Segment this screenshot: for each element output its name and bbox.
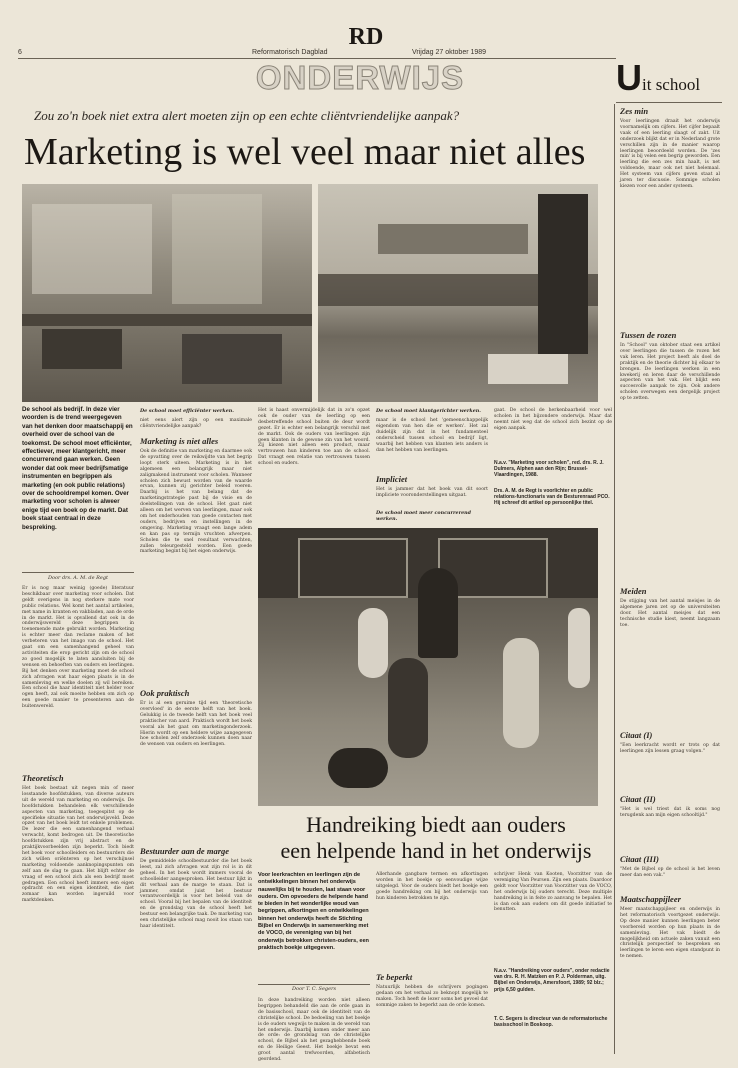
subhead-praktisch: Ook praktisch — [140, 688, 190, 698]
second-author-info: T. C. Segers is directeur van de reformatorische basisschool in Boskoop. — [494, 1016, 608, 1029]
sidebar-title-citaat-2: Citaat (II) — [620, 794, 656, 804]
classroom-photo — [22, 184, 312, 402]
subhead-bestuurder: Bestuurder aan de marge — [140, 846, 230, 856]
book-info: N.a.v. "Marketing voor scholen", red. drs. R. J. Dulmers, Alphen aan den Rijn; Brussel-Vlaardingen, 1988. — [494, 460, 604, 479]
sidebar-body-zes-min: Voor leerlingen draait het onderwijs voornamelijk om cijfers. Het cijfer bepaalt vaak of een leerling slaagt of zakt. Uit onderzoek blijkt dat er in Nederland grote verschillen zijn in de manier waarop leerlingen beoordeeld worden. De 'zes min' is bij velen een begrip geworden. Een leerling die een zes min haalt, is net voldoende, maar ook net niet helemaal. Het systeem van cijfers geven staat al jaren ter discussie. Sommige scholen kiezen voor een ander systeem. — [620, 119, 720, 189]
article-body-5: De gemiddelde schoolbestuurder die het boek leest, zal zich afvragen wat zijn rol is in dit geheel. In het boek wordt immers vooral de schoolleider aangesproken. Het bestuur lijkt in dit verhaal aan de marge te staan. Dat is jammer, omdat juist het bestuur verantwoordelijk is voor het beleid van de school. Vooral bij het bepalen van de identiteit en de grondslag van de school heeft het bestuur een belangrijke taak. De marketing van een christelijke school mag nooit los staan van haar identiteit. — [140, 859, 252, 929]
article-body-6: Het is jammer dat het boek van dit soort impliciete vooronderstellingen uitgaat. — [376, 487, 488, 498]
column3-top: Het is haast onvermijdelijk dat in zo'n opzet ook de ouder van de leerling op een desbetreffende school buiten de deur wordt gezet. Er is echter een belangrijk verschil met de markt. Ook de ouders van leerlingen zijn geen klanten in de gewone zin van het woord. Zij kiezen niet alleen een product, maar vertrouwen hun kinderen toe aan de school. Dat vraagt een relatie van vertrouwen tussen school en ouders. — [258, 408, 370, 467]
sidebar-body-rozen: In "School" van oktober staat een artikel over leerlingen die tussen de rozen het vak leren. Het project heeft als doel de praktijk en de theorie dichter bij elkaar te brengen. De leerlingen werken in een kwekerij en leren daar de verschillende aspecten van het vak. Het blijkt een succesvolle aanpak te zijn. Ook andere scholen overwegen een dergelijk project op te zetten. — [620, 343, 720, 402]
schoolyard-photo — [318, 184, 598, 402]
subhead-beperkt: Te beperkt — [376, 972, 413, 982]
sidebar-body-citaat-2: "Het is wel triest dat ik soms nog terugdenk aan mijn eigen schooltijd." — [620, 807, 720, 818]
second-body-2: Allerhande gangbare termen en afkortingen worden in het boekje op eenvoudige wijze uitgelegd. Voor de ouders biedt het boekje een goede handreiking om bij het onderwijs van hun kinderen betrokken te zijn. — [376, 872, 488, 901]
article-body-2: Het boek bestaat uit negen min of meer losstaande hoofdstukken, van diverse auteurs uit de wereld van marketing en onderwijs. De hoofdstukken behandelen elk verschillende aspecten van marketing, toegespitst op de specifieke situatie van het onderwijsveld. Deze opzet van het boek leidt tot enkele problemen. De lezer die een samenhangend verhaal verwacht, komt bedrogen uit. De theoretische hoofdstukken zijn vrij abstract en de praktijkvoorbeelden zijn beperkt. Toch biedt het boek voor schoolleiders en bestuurders die zich willen oriënteren op het verschijnsel marketing voldoende aanknopingspunten om zelf aan de slag te gaan. Het blijft echter de vraag of een school zich als een bedrijf moet gedragen. Een school heeft immers een eigen opdracht en een eigen identiteit, die niet zomaar kan worden ingeruild voor marktdenken. — [22, 786, 134, 904]
sidebar-title-citaat-1: Citaat (I) — [620, 730, 653, 740]
subhead-impliciet: Impliciet — [376, 474, 408, 484]
photo-caption-3: De school moet meer concurrerend werken. — [376, 510, 472, 522]
photo-caption-1: De school moet efficiënter werken. — [140, 408, 234, 414]
sidebar-body-citaat-3: "Met de Bijbel op de school is het leven meer dan een vak." — [620, 867, 720, 878]
column-initial: U — [616, 57, 642, 98]
column-rule — [616, 102, 722, 103]
second-headline-line2: een helpende hand in het onderwijs — [280, 838, 592, 863]
article-kicker: Zou zo'n boek niet extra alert moeten zijn op een echte cliëntvriendelijke aanpak? — [34, 108, 460, 123]
second-column4: schrijver Henk van Kooten, Voorzitter van de vereniging Van Peursen. Zijn een plaats. Daardoor geldt voor Voorzitter van Voorzitter van de VOCO, het onderwijs bij ouders terecht. Deze multiple handreiking is in feite zo aanvang te bepalen. Het is dan ook aan ouders om dit goede initiatief te benutten. — [494, 872, 612, 913]
rd-logo: RD — [348, 24, 384, 50]
issue-date: Vrijdag 27 oktober 1989 — [412, 49, 487, 56]
second-book-info: N.a.v. "Handreiking voor ouders", onder redactie van drs. R. H. Matzken en P. J. Polderman, uitg. Bijbel en Onderwijs, Amersfoort, 1989; 92 blz.; prijs 6,50 gulden. — [494, 968, 610, 993]
article-body-1: Er is nog maar weinig (goede) literatuur beschikbaar over marketing voor scholen. Dat geldt overigens in nog sterkere mate voor public relations. Wel komt het aantal artikelen, met name in kranten en vakbladen, aan de orde in de markt. Het is opvallend dat ook in de onderwijswereld deze begrippen in toenemende mate gebruikt worden. Marketing is echter meer dan reclame maken of het verbeteren van het imago van de school. Het gaat om een samenhangend geheel van activiteiten die erop gericht zijn om de school zo goed mogelijk te laten aansluiten bij de wensen en behoeften van ouders en leerlingen. Bij het denken over marketing moet de school zich afvragen wat haar eigen plaats is in de samenleving en welke doelen zij wil bereiken. Een school die haar identiteit niet helder voor ogen heeft, zal ook moeite hebben om zich op een goede manier te presenteren aan de buitenwereld. — [22, 586, 134, 710]
second-byline: Door T. C. Segers — [291, 986, 337, 992]
sidebar-title-maatschappijleer: Maatschappijleer — [620, 894, 681, 904]
sidebar-body-meiden: De stijging van het aantal meisjes in de algemene jaren zet op de universiteiten door. Het aantal meisjes dat een technische studie kiest, neemt langzaam toe. — [620, 599, 720, 628]
gym-photo — [258, 528, 598, 806]
subhead-theoretisch: Theoretisch — [22, 773, 64, 783]
sidebar-title-rozen: Tussen de rozen — [620, 330, 677, 340]
section-title: ONDERWIJS — [255, 59, 465, 96]
article-body-4: Er is al een geruime tijd een 'theoretische overvloed' in de eerste helft van het boek. Gelukkig is de tweede helft van het boek veel praktischer van aard. Praktisch wordt het boek vooral als het gaat om marketingonderzoek. Hierin wordt op een heldere wijze aangegeven hoe scholen zelf onderzoek kunnen doen naar de wensen van ouders en leerlingen. — [140, 701, 252, 748]
article-intro: De school als bedrijf. In deze vier woorden is de trend weergegeven van het denken door maatschappij en overheid over de school van de toekomst. De school moet efficiënter, effectiever, meer klantgericht, meer concurrerend gaan werken. Geen wonder dat ook meer bedrijfsmatige instrumenten en begrippen als marketing (en ook public relations) over de schooldrempel komen. Over marketing voor scholen is alweer enige tijd een boek op de markt. Dat boek staat centraal in deze bespreking. — [22, 406, 133, 531]
subhead-marketing: Marketing is niet alles — [140, 436, 219, 446]
second-body-1: In deze handreiking worden niet alleen begrippen behandeld die aan de orde gaan in de basisschool, maar ook de identiteit van de christelijke school. De bedoeling van het boekje is de ouders wegwijs te maken in de wereld van het onderwijs. Daarbij komen onder meer aan de orde: de grondslag van de christelijke school, de Bijbel als het gezaghebbende boek en de Heilige Geest. Het boekje bevat een groot aantal trefwoorden, alfabetisch geordend. — [258, 998, 370, 1063]
article-headline: Marketing is wel veel maar niet alles — [24, 131, 586, 173]
column4-top: maar is de school het 'gemeenschappelijk eigendom van hen die er werken'. Het zal duidelijk zijn dat in het fundamenteel onderscheid tussen school en bedrijf ligt, waarbij het hebben van klanten iets anders is dan het hebben van leerlingen. — [376, 418, 488, 453]
second-intro: Voor leerkrachten en leerlingen zijn de ontwikkelingen binnen het onderwijs nauwelijks bij te houden, laat staan voor ouders. Om opvoeders de helpende hand te bieden in het wonderlijke woud van begrippen, afkortingen en ontwikkelingen binnen het onderwijs heeft de Stichting Bijbel en Onderwijs in samenwerking met de VOCO, de vereniging van bij het onderwijs betrokken christen-ouders, een praktisch boekje uitgegeven. — [258, 872, 369, 951]
page-number: 6 — [18, 49, 22, 56]
photo-caption-2: De school moet klantgerichter werken. — [376, 408, 481, 414]
author-info: Drs. A. M. de Regt is voorlichter en public relations-functionaris van de Besturenraad PCO. Hij schreef dit artikel op persoonlijke titel. — [494, 488, 610, 507]
paper-name: Reformatorisch Dagblad — [252, 49, 328, 56]
article-byline: Door drs. A. M. de Regt — [47, 575, 109, 581]
sidebar-masthead — [616, 57, 720, 100]
sidebar-body-maatschappijleer: Meer maatschappijleer en onderwijs in het reformatorisch voortgezet onderwijs. Op deze manier kunnen leerlingen beter voorbereid worden op hun plaats in de samenleving. Het vak biedt de mogelijkheid om actuele zaken vanuit een christelijk perspectief te bespreken en leerlingen te leren een eigen standpunt in te nemen. — [620, 907, 720, 960]
article-body-3: Ook de definitie van marketing en daarmee ook de opvatting over de reikwijdte van het begrip loopt sterk uiteen. Marketing is in het algemeen een belangrijk maar niet zaligmakend instrument voor scholen. Wanneer scholen zich bewust worden van de waarde ervan, kunnen zij gerichter beleid voeren. Daarbij is het van belang dat de marketingstrategie past bij de visie en de doelstellingen van de school. Het gaat niet alleen om het werven van leerlingen, maar ook om het onderhouden van goede contacten met ouders, bedrijven en instellingen in de omgeving. Marketing vraagt een lange adem en kan pas op termijn vruchten afwerpen. Scholen die te snel resultaat verwachten, zullen teleurgesteld worden. Een goede marketing begint bij het eigen onderwijs. — [140, 449, 252, 555]
column5-top: gaat. De school de herkenbaarheid voor wel scholen in het bijzondere onderwijs. Maar dat neemt niet weg dat de school zich bezint op de eigen aanpak. — [494, 408, 612, 431]
sidebar-title-citaat-3: Citaat (III) — [620, 854, 659, 864]
second-headline-line1: Handreiking biedt aan ouders — [306, 812, 566, 837]
sidebar-title-meiden: Meiden — [620, 586, 647, 596]
second-body-3: Natuurlijk hebben de schrijvers pogingen gedaan om het verhaal zo beknopt mogelijk te maken. Toch heeft de lezer soms het gevoel dat sommige zaken te beperkt aan de orde komen. — [376, 985, 488, 1008]
column-name: it school — [642, 75, 701, 94]
column2-lead: niet eens alert zijn op een maximale cliëntvriendelijke aanpak? — [140, 418, 252, 429]
sidebar-body-citaat-1: "Een leerkracht wordt er trots op dat leerlingen zijn lessen graag volgen." — [620, 743, 720, 754]
sidebar-title-zes-min: Zes min — [620, 106, 649, 116]
